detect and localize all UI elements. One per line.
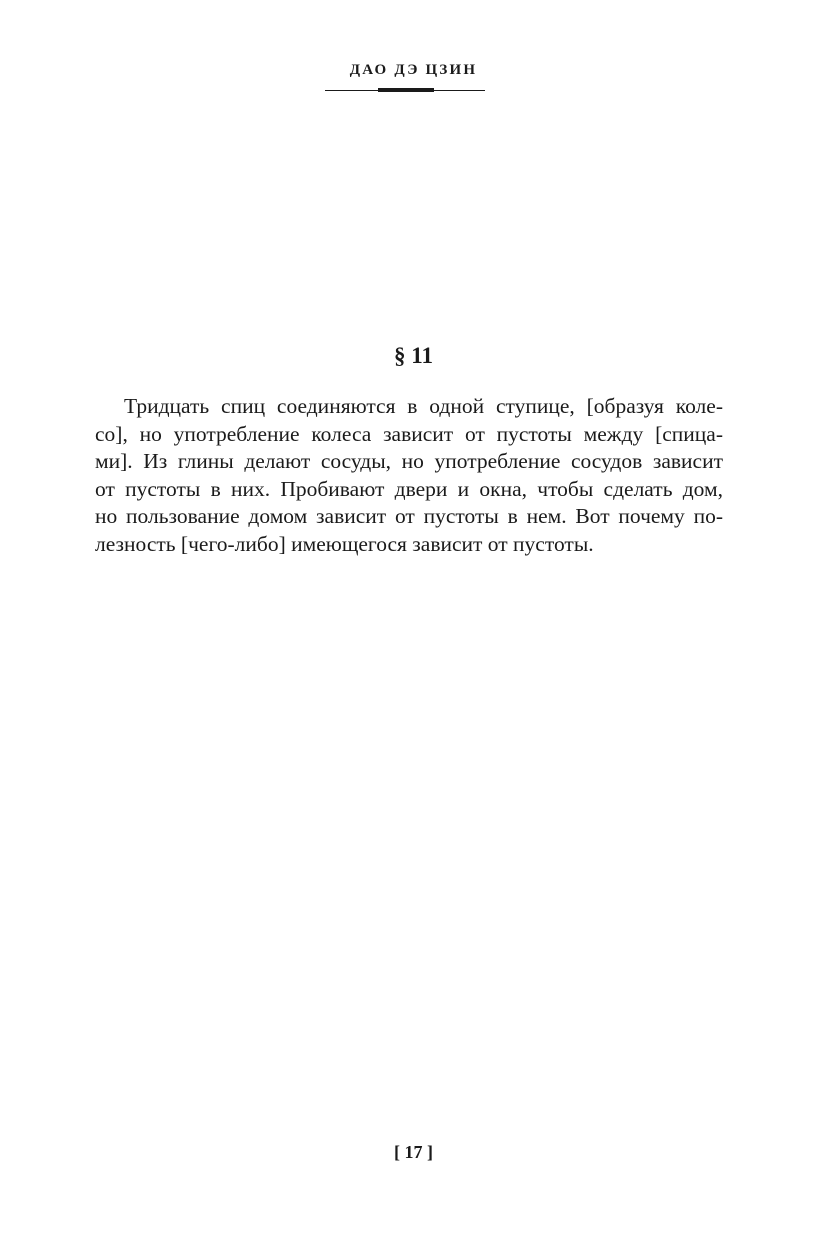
header-rule-accent — [378, 88, 434, 92]
text-line: ми]. Из глины делают сосуды, но употребление сосудов зависит — [95, 449, 723, 473]
running-header: ДАО ДЭ ЦЗИН — [349, 62, 478, 78]
body-paragraph — [95, 393, 723, 558]
text-line: со], но употребление колеса зависит от пустоты между [спица- — [95, 421, 723, 446]
page-number: [ 17 ] — [394, 1142, 433, 1162]
text-line: от пустоты в них. Пробивают двери и окна, чтобы сделать дом, — [95, 476, 723, 501]
text-line: лезность [чего-либо] имеющегося зависит от пустоты. — [95, 531, 594, 556]
text-line: но пользование домом зависит от пустоты в нем. Вот почему по- — [95, 504, 723, 528]
text-line: Тридцать спиц соединяются в одной ступице, [образуя коле- — [124, 394, 723, 418]
section-title: § 11 — [394, 343, 433, 368]
